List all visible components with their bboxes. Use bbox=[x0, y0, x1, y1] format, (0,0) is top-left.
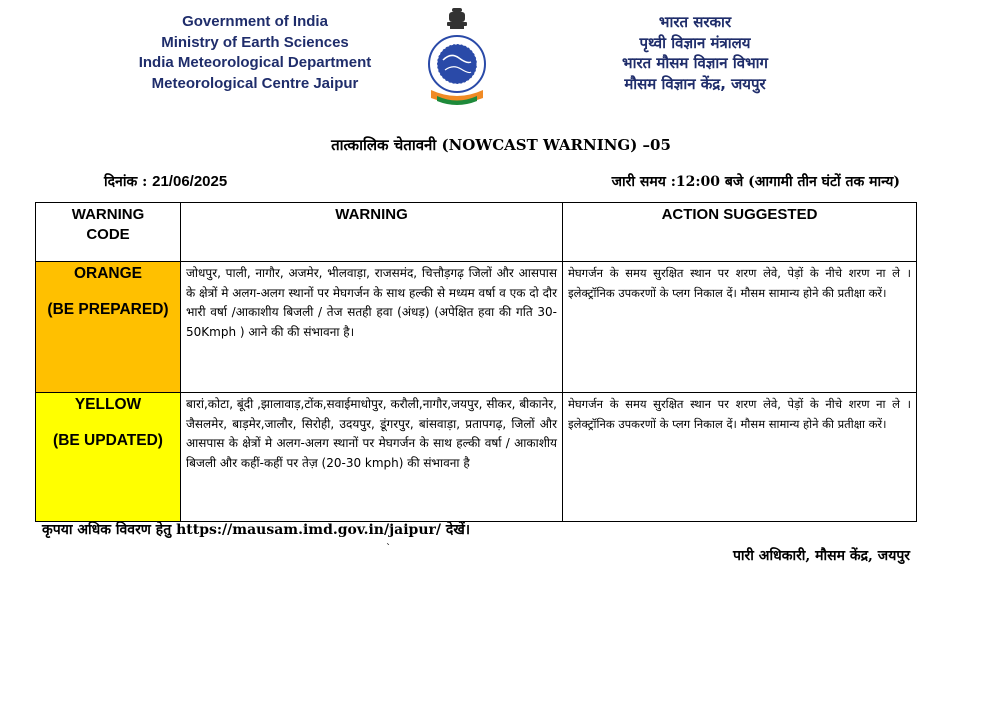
warning-code: ORANGE bbox=[73, 265, 143, 282]
issue-time: जारी समय :12:00 बजे (आगामी तीन घंटों तक मान्य) bbox=[611, 174, 900, 190]
header-action-suggested: ACTION SUGGESTED bbox=[563, 203, 917, 262]
header-line-department-hi: भारत मौसम विज्ञान विभाग bbox=[622, 54, 768, 72]
header-line-government-hi: भारत सरकार bbox=[658, 13, 732, 31]
warning-code-cell bbox=[36, 393, 181, 522]
table-header-row bbox=[36, 203, 917, 262]
header-line-centre-hi: मौसम विज्ञान केंद्र, जयपुर bbox=[624, 74, 766, 93]
footer-note: कृपया अधिक विवरण हेतु https://mausam.imd.gov.in/jaipur/ देखें। bbox=[42, 522, 471, 538]
imd-emblem-icon bbox=[425, 6, 489, 110]
date-label: दिनांक : bbox=[104, 174, 153, 190]
warning-table bbox=[35, 202, 917, 522]
document-title: तात्कालिक चेतावनी (NOWCAST WARNING) –05 bbox=[331, 136, 671, 154]
action-text: मेघगर्जन के समय सुरक्षित स्थान पर शरण लेवे, पेड़ों के नीचे शरण ना ले । इलेक्ट्रॉनिक उपकरणों के प्लग निकाल दें। मौसम सामान्य होने की प्रतीक्षा करें। bbox=[563, 262, 917, 393]
signoff: पारी अधिकारी, मौसम केंद्र, जयपुर bbox=[732, 548, 910, 564]
date-value: 21/06/2025 bbox=[152, 173, 228, 190]
date-line bbox=[104, 172, 227, 191]
header-warning-code: WARNING CODE bbox=[36, 203, 181, 262]
warning-text: जोधपुर, पाली, नागौर, अजमेर, भीलवाड़ा, राजसमंद, चित्तौड़गढ़ जिलों और आसपास के क्षेत्रों मे अलग-अलग स्थानों पर मेघगर्जन के साथ हल्की से मध्यम वर्षा व एक दो दौर भारी वर्षा /आकाशीय बिजली / तेज सतही हवा (अंधड़) (अपेक्षित हवा की गति 30-50Kmph ) आने की की संभावना है। bbox=[181, 262, 563, 393]
header-warning: WARNING bbox=[181, 203, 563, 262]
header-line-ministry-hi: पृथ्वी विज्ञान मंत्रालय bbox=[639, 33, 751, 52]
hindi-header bbox=[560, 12, 830, 94]
header-line-government: Government of India bbox=[182, 13, 328, 30]
header-line-ministry: Ministry of Earth Sciences bbox=[161, 33, 349, 51]
warning-text: बारां,कोटा, बूंदी ,झालावाड़,टोंक,सवाईमाधोपुर, करौली,नागौर,जयपुर, सीकर, बीकानेर, जैसलमेर, बाड़मेर,जालौर, सिरोही, उदयपुर, डूंगरपुर, बांसवाड़ा, प्रतापगढ़, जिलों और आसपास के क्षेत्रों मे अलग-अलग स्थानों पर मेघगर्जन के साथ हल्की वर्षा / आकाशीय बिजली और कहीं-कहीं पर तेज़ (20-30 kmph) की संभावना है bbox=[181, 393, 563, 522]
header-line-centre: Meteorological Centre Jaipur bbox=[151, 74, 359, 92]
action-text: मेघगर्जन के समय सुरक्षित स्थान पर शरण लेवे, पेड़ों के नीचे शरण ना ले । इलेक्ट्रॉनिक उपकरणों के प्लग निकाल दें। मौसम सामान्य होने की प्रतीक्षा करें। bbox=[563, 393, 917, 522]
warning-code-sub: (BE UPDATED) bbox=[53, 432, 163, 449]
table-row bbox=[36, 393, 917, 522]
warning-code-sub: (BE PREPARED) bbox=[47, 301, 169, 318]
warning-code: YELLOW bbox=[74, 396, 142, 413]
english-header bbox=[100, 12, 410, 94]
warning-code-cell bbox=[36, 262, 181, 393]
header-line-department: India Meteorological Department bbox=[138, 54, 372, 71]
table-row bbox=[36, 262, 917, 393]
stray-mark: ` bbox=[386, 543, 391, 554]
